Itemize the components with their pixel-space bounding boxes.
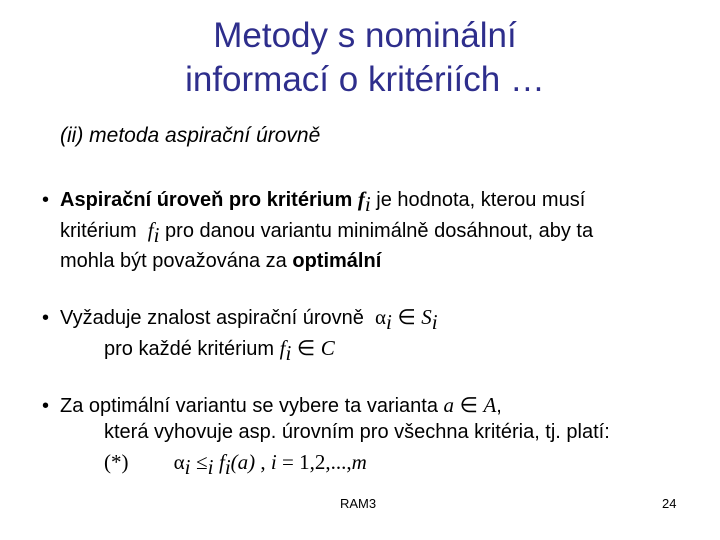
formula-arg: (a) — [230, 450, 256, 474]
requirement-text-1: Vyžaduje znalost aspirační úrovně — [60, 307, 364, 329]
page-number: 24 — [662, 496, 677, 511]
symbol-i-2: i — [153, 223, 160, 247]
slide-title — [100, 14, 630, 102]
bold-definition: Aspirační úroveň pro kritérium — [60, 189, 353, 211]
symbol-element-of: ∈ — [397, 305, 416, 329]
bullet-aspiration-level — [42, 186, 593, 274]
symbol-a: a — [443, 393, 455, 417]
symbol-element-of-2: ∈ — [296, 336, 316, 360]
symbol-S: S — [421, 305, 432, 329]
bold-optimal: optimální — [292, 250, 382, 272]
formula-f: f — [218, 450, 225, 474]
symbol-f: f — [357, 187, 365, 211]
formula-le-i: i — [207, 455, 214, 479]
formula-m: m — [351, 450, 367, 474]
formula-f-i: i — [224, 455, 231, 479]
section-subtitle: (ii) metoda aspirační úrovně — [60, 124, 321, 147]
symbol-i: i — [364, 192, 371, 216]
variant-comma: , — [496, 395, 502, 417]
symbol-alpha-i: i — [386, 310, 392, 334]
bullet-dot-2: • — [42, 307, 50, 329]
definition-text-4: mohla být považována za — [60, 250, 287, 272]
formula-label: (*) — [104, 450, 129, 474]
symbol-f-2: f — [147, 218, 154, 242]
formula-alpha: α — [173, 450, 185, 474]
title-line-1: Metody s nominální — [213, 16, 517, 55]
variant-text-1: Za optimální variantu se vybere ta varianta — [60, 395, 438, 417]
symbol-f-3: f — [279, 336, 286, 360]
symbol-C: C — [320, 336, 335, 360]
bullet-dot: • — [42, 189, 50, 211]
symbol-element-of-3: ∈ — [459, 393, 478, 417]
symbol-A: A — [483, 393, 497, 417]
definition-text-1: je hodnota, kterou musí — [370, 189, 586, 211]
variant-text-2: která vyhovuje asp. úrovním pro všechna kritéria, tj. platí: — [104, 421, 610, 443]
symbol-S-i: i — [431, 310, 438, 334]
formula-range-var: i — [270, 450, 277, 474]
definition-text-3: pro danou variantu minimálně dosáhnout, aby ta — [165, 220, 594, 242]
definition-text-2: kritérium — [60, 220, 137, 242]
bullet-requirement — [42, 304, 438, 366]
requirement-text-2: pro každé kritérium — [104, 338, 275, 360]
formula-le: ≤ — [196, 450, 208, 474]
bullet-optimal-variant — [42, 392, 610, 480]
title-line-2: informací o kritériích … — [185, 60, 545, 99]
formula-range: = 1,2,..., — [276, 450, 352, 474]
symbol-alpha: α — [375, 305, 387, 329]
formula-sep: , — [255, 450, 271, 474]
symbol-f-3-i: i — [285, 341, 292, 365]
bullet-dot-3: • — [42, 395, 50, 417]
footer-label: RAM3 — [340, 496, 377, 511]
formula-alpha-i: i — [184, 455, 191, 479]
